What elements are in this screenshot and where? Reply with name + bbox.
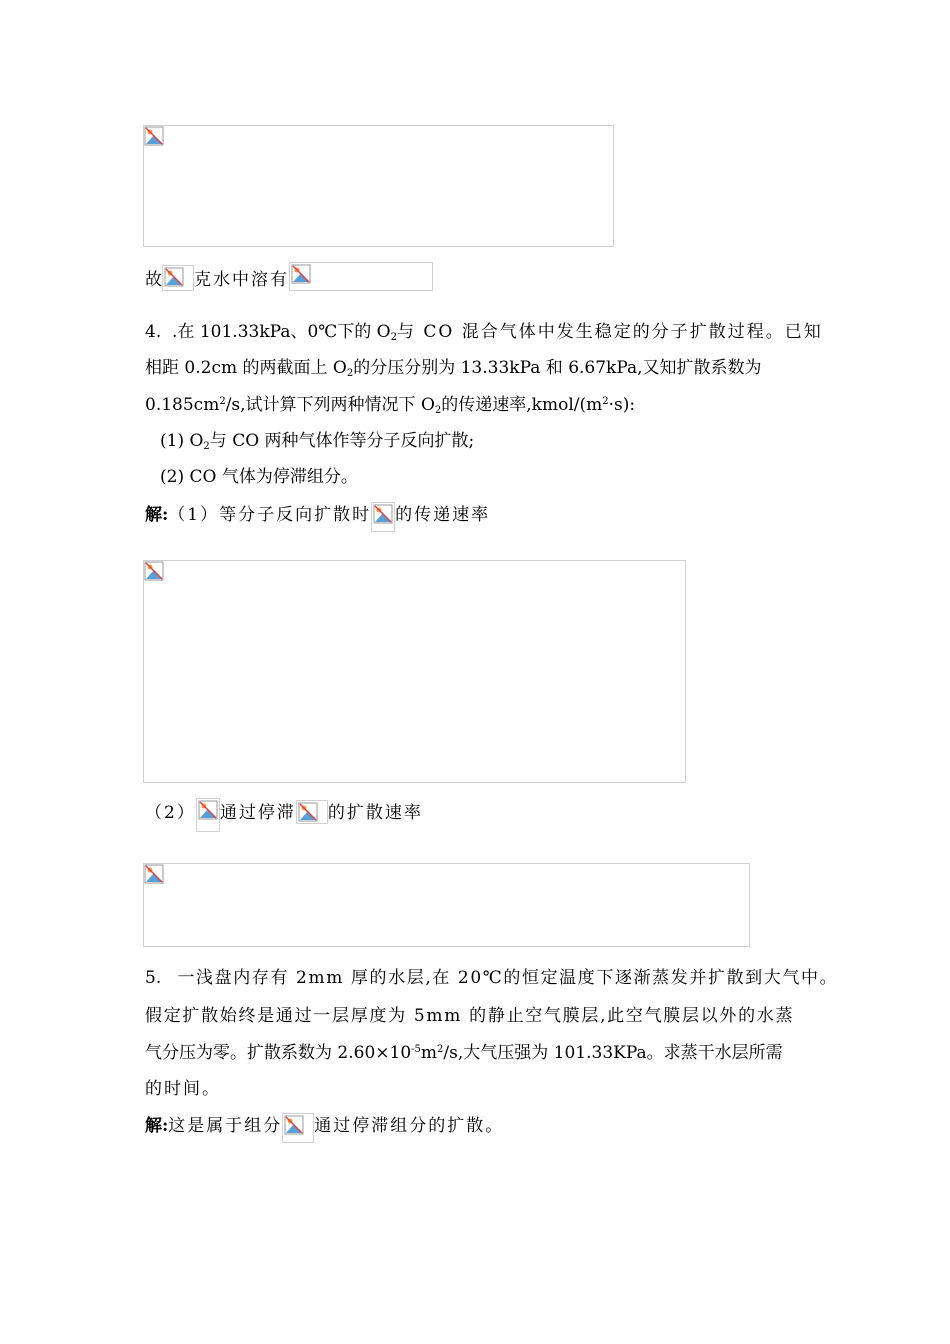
text-segment: 的时间。: [145, 1079, 221, 1099]
question-5-line-3: [145, 1041, 783, 1065]
inline-image-placeholder: [296, 800, 328, 824]
text-segment: 通过停滞组分的扩散。: [314, 1116, 505, 1136]
question-5-line-4: [145, 1077, 221, 1101]
question-number: 4.: [145, 322, 162, 342]
solution-4-part-2: [145, 798, 423, 832]
broken-image-icon: [144, 126, 164, 146]
equation-image-placeholder: [143, 560, 686, 783]
text-segment: 与 CO 混合气体中发生稳定的分子扩散过程。已知: [397, 322, 823, 342]
question-4-line-1: [145, 320, 823, 344]
broken-image-icon: [144, 864, 164, 884]
text-segment: 的扩散速率: [327, 803, 423, 823]
inline-image-placeholder: [371, 502, 395, 532]
broken-image-icon: [284, 1115, 304, 1135]
inline-image-placeholder: [282, 1113, 314, 1143]
text-segment: 的分压分别为 13.33kPa 和 6.67kPa,又知扩散系数为: [353, 358, 762, 378]
text-segment: （1）等分子反向扩散时: [168, 505, 372, 525]
text-segment: (1) O: [160, 431, 204, 451]
question-4-item-2: [160, 465, 358, 489]
question-4-item-1: [160, 429, 474, 453]
question-4-line-2: [145, 356, 762, 380]
text-segment: 的传递速率,kmol/(m: [441, 395, 603, 415]
superscript: 2: [437, 1044, 444, 1055]
subscript: 2: [434, 405, 442, 416]
text-segment: 0.185cm: [145, 395, 220, 415]
text-segment: 的传递速率: [395, 505, 491, 525]
text-segment: 一浅盘内存有 2mm 厚的水层,在 20℃的恒定温度下逐渐蒸发并扩散到大气中。: [177, 968, 839, 988]
result-line: [145, 262, 433, 292]
text-segment: /s,大气压强为 101.33KPa。求蒸干水层所需: [443, 1043, 783, 1063]
equation-image-placeholder: [143, 125, 614, 247]
superscript: 2: [602, 396, 609, 407]
subscript: 2: [203, 441, 210, 452]
text-segment: 假定扩散始终是通过一层厚度为 5mm 的静止空气膜层,此空气膜层以外的水蒸: [145, 1006, 795, 1026]
text-segment: (2) CO 气体为停滞组分。: [160, 467, 358, 487]
solution-5: [145, 1113, 504, 1143]
text-segment: 这是属于组分: [168, 1116, 283, 1136]
solution-label: 解:: [145, 1116, 169, 1136]
superscript: -5: [411, 1044, 421, 1055]
inline-image-placeholder: [289, 262, 433, 291]
inline-image-placeholder: [162, 265, 194, 291]
subscript: 2: [390, 332, 397, 343]
text-segment: （2）: [145, 803, 196, 823]
text-segment: 气分压为零。扩散系数为 2.60×10: [145, 1043, 412, 1063]
broken-image-icon: [291, 264, 311, 284]
broken-image-icon: [198, 800, 218, 820]
text-segment: m: [420, 1043, 438, 1063]
broken-image-icon: [298, 802, 318, 822]
text-segment: 故: [145, 270, 162, 290]
broken-image-icon: [164, 267, 184, 287]
question-5-line-2: [145, 1004, 794, 1028]
superscript: 2: [219, 396, 226, 407]
question-number: 5.: [145, 968, 162, 988]
text-segment: 克水中溶有: [194, 270, 289, 290]
solution-4-part-1: [145, 502, 490, 532]
inline-image-placeholder: [196, 798, 220, 832]
text-segment: ·s):: [608, 395, 636, 415]
question-4-line-3: [145, 393, 635, 417]
text-segment: 通过停滞: [219, 803, 296, 823]
text-segment: 相距 0.2cm 的两截面上 O: [145, 358, 347, 378]
equation-image-placeholder: [143, 863, 750, 947]
text-segment: /s,试计算下列两种情况下 O: [225, 395, 435, 415]
question-5-line-1: [145, 966, 838, 990]
text-segment: 与 CO 两种气体作等分子反向扩散;: [209, 431, 475, 451]
solution-label: 解:: [145, 505, 169, 525]
broken-image-icon: [144, 561, 164, 581]
broken-image-icon: [373, 504, 393, 524]
subscript: 2: [346, 368, 354, 379]
text-segment: .在 101.33kPa、0℃下的 O: [172, 322, 391, 342]
